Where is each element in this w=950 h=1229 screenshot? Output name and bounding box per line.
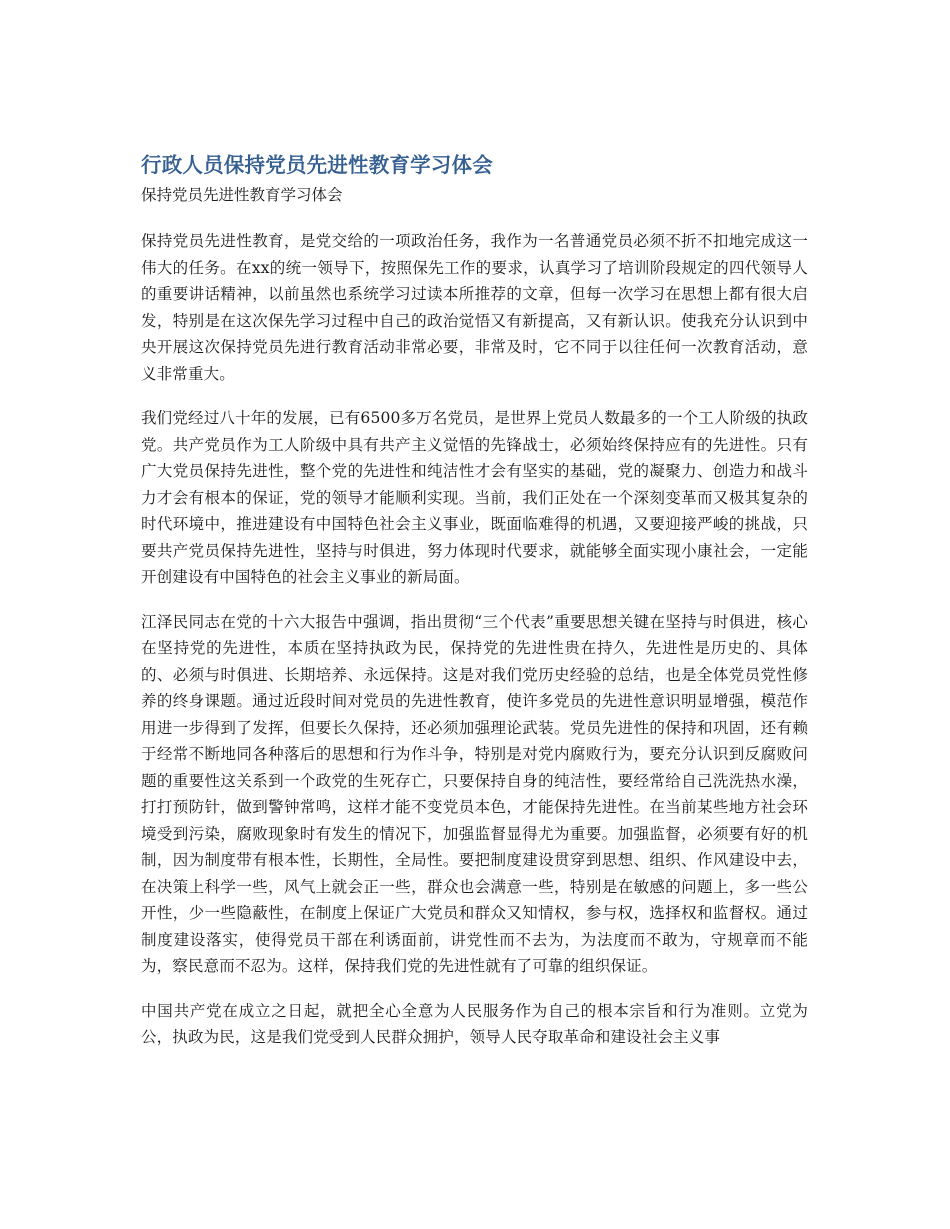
document-title: 行政人员保持党员先进性教育学习体会 (141, 153, 493, 177)
paragraph-2: 我们党经过八十年的发展，已有6500多万名党员，是世界上党员人数最多的一个工人阶级的执政党。共产党员作为工人阶级中具有共产主义觉悟的先锋战士，必须始终保持应有的先进性。只有广大党员保持先进性，整个党的先进性和纯洁性才会有坚实的基础，党的凝聚力、创造力和战斗力才会有根本的保证，党的领导才能顺利实现。当前，我们正处在一个深刻变革而又极其复杂的时代环境中，推进建设有中国特色社会主义事业，既面临难得的机遇，又要迎接严峻的挑战，只要共产党员保持先进性，坚持与时俱进，努力体现时代要求，就能够全面实现小康社会，一定能开创建设有中国特色的社会主义事业的新局面。 (141, 409, 808, 586)
paragraph-3: 江泽民同志在党的十六大报告中强调，指出贯彻“三个代表”重要思想关键在坚持与时俱进，核心在坚持党的先进性，本质在坚持执政为民，保持党的先进性贵在持久，先进性是历史的、具体的、必须与时俱进、长期培养、永远保持。这是对我们党历史经验的总结，也是全体党员党性修养的终身课题。通过近段时间对党员的先进性教育，使许多党员的先进性意识明显增强，模范作用进一步得到了发挥，但要长久保持，还必须加强理论武装。党员先进性的保持和巩固，还有赖于经常不断地同各种落后的思想和行为作斗争，特别是对党内腐败行为，要充分认识到反腐败问题的重要性这关系到一个政党的生死存亡，只要保持自身的纯洁性，要经常给自己洗洗热水澡，打打预防针，做到警钟常鸣，这样才能不变党员本色，才能保持先进性。在当前某些地方社会环境受到污染，腐败现象时有发生的情况下，加强监督显得尤为重要。加强监督，必须要有好的机制，因为制度带有根本性，长期性，全局性。要把制度建设贯穿到思想、组织、作风建设中去，在决策上科学一些，风气上就会正一些，群众也会满意一些，特别是在敏感的问题上，多一些公开性，少一些隐蔽性，在制度上保证广大党员和群众又知情权，参与权，选择权和监督权。通过制度建设落实，使得党员干部在利诱面前，讲党性而不去为，为法度而不敢为，守规章而不能为，察民意而不忍为。这样，保持我们党的先进性就有了可靠的组织保证。 (141, 612, 808, 975)
document-page (141, 150, 808, 1051)
document-subtitle: 保持党员先进性教育学习体会 (141, 186, 343, 204)
paragraph-4: 中国共产党在成立之日起，就把全心全意为人民服务作为自己的根本宗旨和行为准则。立党为公，执政为民，这是我们党受到人民群众拥护，领导人民夺取革命和建设社会主义事 (141, 1001, 808, 1046)
paragraph-1: 保持党员先进性教育，是党交给的一项政治任务，我作为一名普通党员必须不折不扣地完成这一伟大的任务。在xx的统一领导下，按照保先工作的要求，认真学习了培训阶段规定的四代领导人的重要讲话精神，以前虽然也系统学习过读本所推荐的文章，但每一次学习在思想上都有很大启发，特别是在这次保先学习过程中自己的政治觉悟又有新提高，又有新认识。使我充分认识到中央开展这次保持党员先进行教育活动非常必要，非常及时，它不同于以往任何一次教育活动，意义非常重大。 (141, 232, 808, 383)
